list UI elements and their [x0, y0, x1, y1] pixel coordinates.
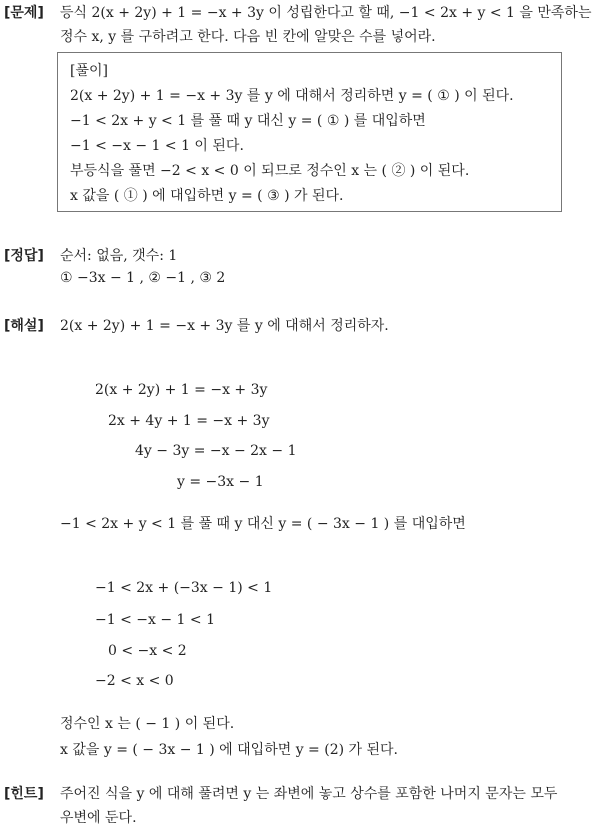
problem-tag: [문제]: [4, 5, 44, 21]
explanation-tag: [해설]: [4, 318, 44, 334]
hint-tag: [힌트]: [4, 786, 44, 802]
answer-line-1: 순서: 없음, 갯수: 1: [60, 248, 178, 264]
equation-step: 2x + 4y + 1 = −x + 3y: [108, 413, 270, 429]
answer-tag: [정답]: [4, 248, 44, 264]
explanation-mid: −1 < 2x + y < 1 를 풀 때 y 대신 y = ( − 3x − 1 ) 를 대입하면: [60, 516, 466, 532]
solution-box-line: 2(x + 2y) + 1 = −x + 3y 를 y 에 대해서 정리하면 y = ( ① ) 이 된다.: [70, 88, 514, 104]
inequality-step: −2 < x < 0: [95, 673, 174, 689]
explanation-intro: 2(x + 2y) + 1 = −x + 3y 를 y 에 대해서 정리하자.: [60, 318, 389, 334]
solution-box-line: x 값을 ( ① ) 에 대입하면 y = ( ③ ) 가 된다.: [70, 188, 344, 204]
solution-box-title: [풀이]: [70, 63, 108, 79]
solution-box-line: 부등식을 풀면 −2 < x < 0 이 되므로 정수인 x 는 ( ② ) 이 된다.: [70, 163, 470, 179]
equation-step: y = −3x − 1: [177, 474, 264, 490]
solution-box-line: −1 < 2x + y < 1 를 풀 때 y 대신 y = ( ① ) 를 대입하면: [70, 113, 426, 129]
hint-line-1: 주어진 식을 y 에 대해 풀려면 y 는 좌변에 놓고 상수를 포함한 나머지 문자는 모두: [60, 786, 558, 802]
equation-step: 4y − 3y = −x − 2x − 1: [135, 443, 297, 459]
hint-line-2: 우변에 둔다.: [60, 810, 137, 826]
explanation-out-1: 정수인 x 는 ( − 1 ) 이 된다.: [60, 716, 235, 732]
solution-box-line: −1 < −x − 1 < 1 이 된다.: [70, 138, 244, 154]
problem-line-2: 정수 x, y 를 구하려고 한다. 다음 빈 칸에 알맞은 수를 넣어라.: [60, 29, 436, 45]
answer-line-2: ① −3x − 1 , ② −1 , ③ 2: [60, 270, 226, 286]
explanation-out-2: x 값을 y = ( − 3x − 1 ) 에 대입하면 y = (2) 가 된다.: [60, 742, 398, 758]
inequality-step: −1 < 2x + (−3x − 1) < 1: [95, 580, 273, 596]
problem-line-1: 등식 2(x + 2y) + 1 = −x + 3y 이 성립한다고 할 때, −1 < 2x + y < 1 을 만족하는: [60, 5, 592, 21]
equation-step: 2(x + 2y) + 1 = −x + 3y: [95, 382, 268, 398]
solution-box: [57, 52, 562, 212]
inequality-step: 0 < −x < 2: [108, 643, 187, 659]
inequality-step: −1 < −x − 1 < 1: [95, 612, 215, 628]
